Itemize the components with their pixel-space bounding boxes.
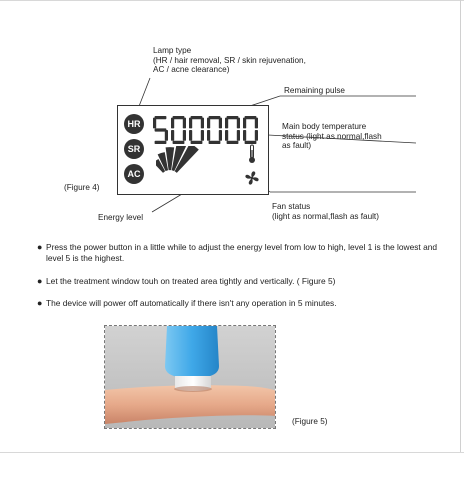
digit-segment xyxy=(189,130,192,141)
pulse-digit xyxy=(243,116,258,144)
instruction-treatment-window xyxy=(37,276,456,287)
digit-segment xyxy=(243,118,246,129)
digit-segment xyxy=(183,130,186,141)
main-body-temperature-label: Main body temperature status (light as normal,flash as fault) xyxy=(282,122,382,150)
pulse-digit xyxy=(225,116,240,144)
pulse-digit xyxy=(207,116,222,144)
thermometer-icon xyxy=(247,144,257,164)
instruction-text: Press the power button in a little while to adjust the energy level from low to high, level 1 is the lowest and level 5 is the highest. xyxy=(46,242,438,263)
digit-segment xyxy=(255,130,258,141)
digit-segment xyxy=(245,116,257,119)
digit-segment xyxy=(209,116,221,119)
instruction-text: Let the treatment window touh on treated area tightly and vertically. ( Figure 5) xyxy=(46,276,336,286)
digit-segment xyxy=(165,130,168,141)
digit-segment xyxy=(201,130,204,141)
digit-segment xyxy=(227,141,239,144)
figure-4-caption: (Figure 4) xyxy=(64,183,100,192)
device-lcd-display xyxy=(117,105,269,195)
fan-icon xyxy=(244,170,260,186)
digit-segment xyxy=(155,128,167,131)
remaining-pulse-digits xyxy=(152,113,264,147)
lamp-type-label: Lamp type (HR / hair removal, SR / skin rejuvenation, AC / acne clearance) xyxy=(153,46,306,74)
digit-segment xyxy=(225,118,228,129)
digit-segment xyxy=(201,118,204,129)
fan-status-label: Fan status (light as normal,flash as fault) xyxy=(272,202,379,221)
digit-segment xyxy=(255,118,258,129)
digit-segment xyxy=(155,116,167,119)
mode-indicator-sr: SR xyxy=(124,139,144,159)
digit-segment xyxy=(171,130,174,141)
digit-segment xyxy=(191,116,203,119)
mode-indicator-hr: HR xyxy=(124,114,144,134)
digit-segment xyxy=(243,130,246,141)
digit-segment xyxy=(219,118,222,129)
digit-segment xyxy=(173,116,185,119)
digit-segment xyxy=(209,141,221,144)
bullet-icon: ● xyxy=(37,298,43,308)
digit-segment xyxy=(207,130,210,141)
remaining-pulse-label: Remaining pulse xyxy=(284,86,345,95)
digit-segment xyxy=(207,118,210,129)
digit-segment xyxy=(227,116,239,119)
digit-segment xyxy=(191,141,203,144)
digit-segment xyxy=(173,141,185,144)
digit-segment xyxy=(237,130,240,141)
pulse-digit xyxy=(189,116,204,144)
figure-5-photo xyxy=(104,325,276,429)
digit-segment xyxy=(155,141,167,144)
digit-segment xyxy=(219,130,222,141)
instruction-auto-power-off xyxy=(37,298,456,309)
energy-level-indicator xyxy=(156,146,226,192)
digit-segment xyxy=(171,118,174,129)
instruction-energy-level xyxy=(37,242,456,264)
instruction-text: The device will power off automatically if there isn't any operation in 5 minutes. xyxy=(46,298,337,308)
digit-segment xyxy=(183,118,186,129)
energy-level-label: Energy level xyxy=(98,213,144,222)
digit-segment xyxy=(237,118,240,129)
digit-segment xyxy=(189,118,192,129)
page-bottom-border xyxy=(0,452,464,453)
bullet-icon: ● xyxy=(37,276,43,286)
bullet-icon: ● xyxy=(37,242,43,252)
pulse-digit xyxy=(171,116,186,144)
digit-segment xyxy=(153,118,156,129)
pulse-digit xyxy=(153,116,168,144)
mode-indicator-ac: AC xyxy=(124,164,144,184)
digit-segment xyxy=(225,130,228,141)
figure-5-caption: (Figure 5) xyxy=(292,417,328,426)
